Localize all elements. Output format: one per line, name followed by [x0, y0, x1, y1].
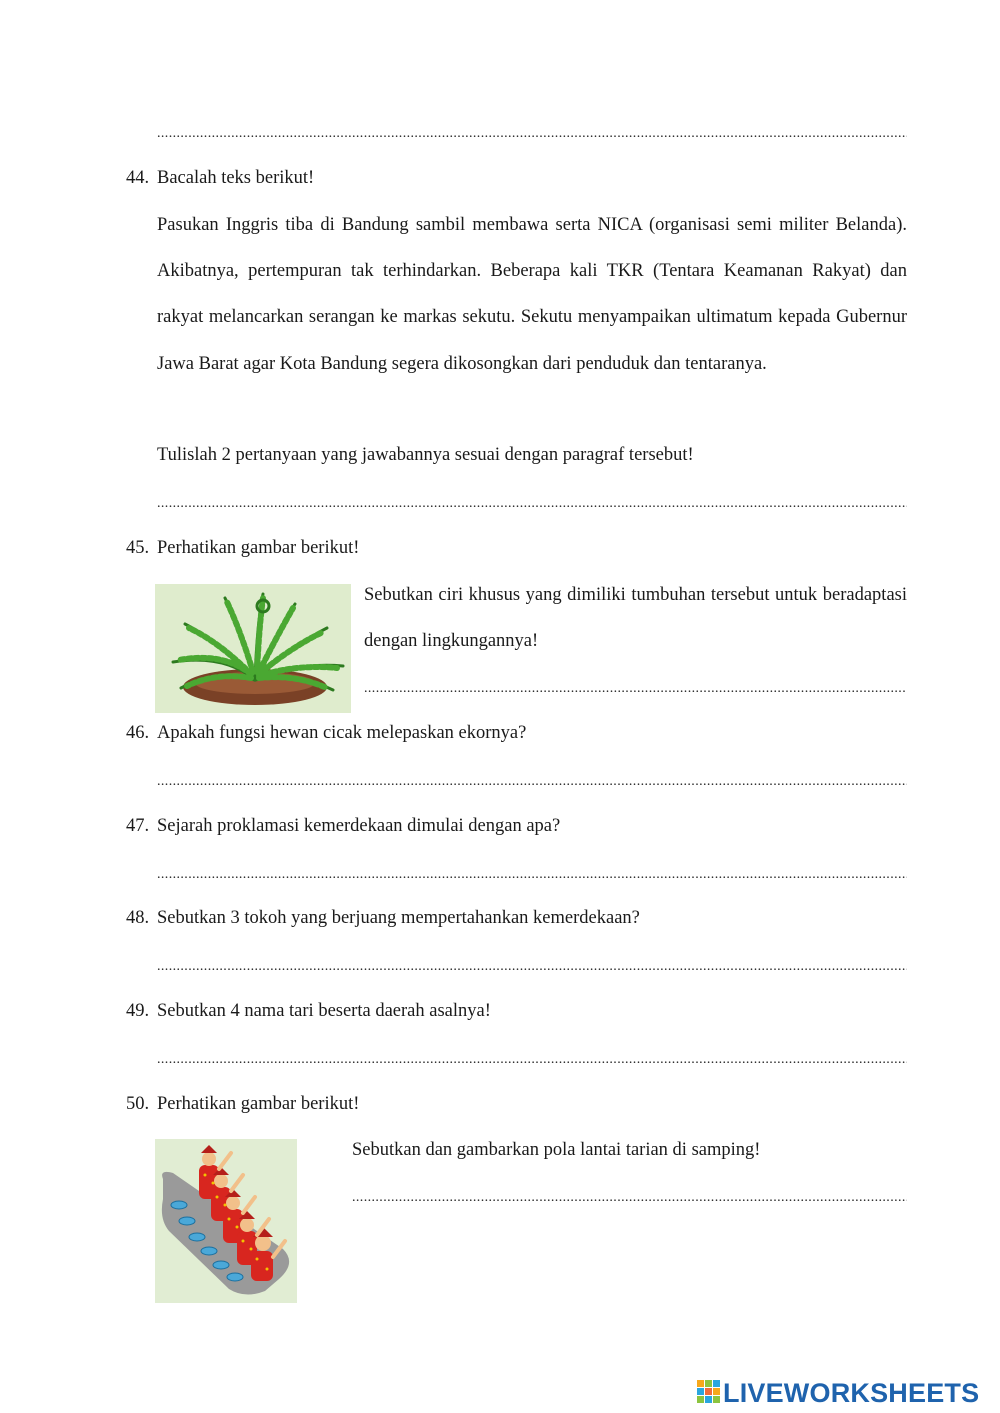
question-prompt-47: Sejarah proklamasi kemerdekaan dimulai dengan apa? [157, 816, 561, 836]
question-prompt-45: Perhatikan gambar berikut! [157, 538, 360, 558]
liveworksheets-logo-text: LIVEWORKSHEETS [723, 1378, 980, 1408]
question-instruction-44: Tulislah 2 pertanyaan yang jawabannya sesuai dengan paragraf tersebut! [157, 445, 694, 465]
answer-line-50[interactable] [352, 1191, 907, 1205]
question-number-48: 48. [126, 908, 150, 928]
liveworksheets-logo [697, 1378, 979, 1409]
question-number-46: 46. [126, 723, 150, 743]
question-number-47: 47. [126, 816, 150, 836]
dancers-illustration [155, 1139, 297, 1303]
answer-line-45[interactable] [364, 682, 907, 696]
question-prompt-46: Apakah fungsi hewan cicak melepaskan ekornya? [157, 723, 527, 743]
answer-line-48[interactable] [157, 960, 907, 974]
question-instruction-45: Sebutkan ciri khusus yang dimiliki tumbuhan tersebut untuk beradaptasi dengan lingkungannya! [364, 585, 907, 652]
question-prompt-44: Bacalah teks berikut! [157, 168, 315, 188]
question-prompt-49: Sebutkan 4 nama tari beserta daerah asalnya! [157, 1001, 491, 1021]
question-prompt-48: Sebutkan 3 tokoh yang berjuang mempertahankan kemerdekaan? [157, 908, 640, 928]
answer-line-46[interactable] [157, 775, 907, 789]
answer-line-43[interactable] [157, 127, 907, 141]
question-passage-44: Pasukan Inggris tiba di Bandung sambil membawa serta NICA (organisasi semi militer Belanda). Akibatnya, pertempuran tak terhindarkan. Beberapa kali TKR (Tentara Keamanan Rakyat) dan rakyat melancarkan serangan ke markas sekutu. Sekutu menyampaikan ultimatum kepada Gubernur Jawa Barat agar Kota Bandung segera dikosongkan dari penduduk dan tentaranya. [157, 215, 907, 374]
answer-line-49[interactable] [157, 1053, 907, 1067]
question-instruction-50: Sebutkan dan gambarkan pola lantai tarian di samping! [352, 1140, 761, 1160]
fern-illustration [155, 584, 351, 713]
answer-line-47[interactable] [157, 868, 907, 882]
question-number-44: 44. [126, 168, 150, 188]
liveworksheets-logo-icon [697, 1380, 721, 1408]
question-number-50: 50. [126, 1094, 150, 1114]
question-number-49: 49. [126, 1001, 150, 1021]
answer-line-44[interactable] [157, 497, 907, 511]
question-number-45: 45. [126, 538, 150, 558]
question-prompt-50: Perhatikan gambar berikut! [157, 1094, 360, 1114]
